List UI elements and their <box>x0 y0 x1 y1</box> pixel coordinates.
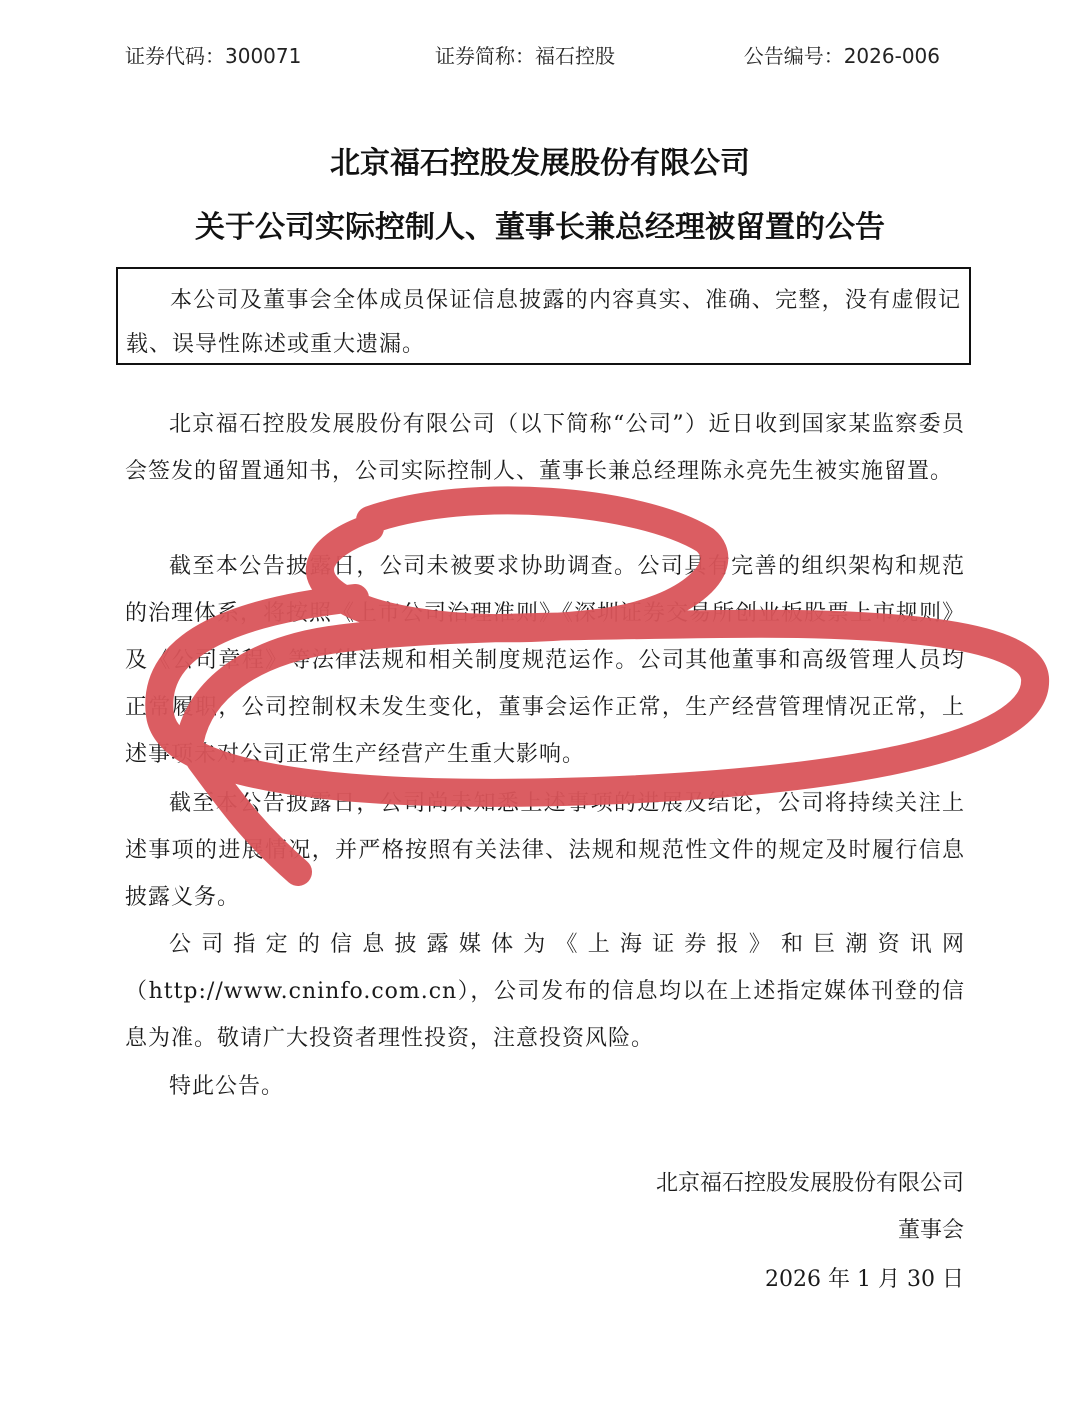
paragraph-closing: 特此公告。 <box>169 1074 285 1099</box>
signature-company: 北京福石控股发展股份有限公司 <box>655 1171 964 1196</box>
disclosure-notice-box <box>116 267 971 365</box>
paragraph-detention-notice: 北京福石控股发展股份有限公司（以下简称“公司”）近日收到国家某监察委员会签发的留置通知书，公司实际控制人、董事长兼总经理陈永亮先生被实施留置。 <box>125 412 965 484</box>
company-title: 北京福石控股发展股份有限公司 <box>330 146 750 181</box>
paragraph-operations-status: 截至本公告披露日，公司未被要求协助调查。公司具有完善的组织架构和规范的治理体系，将按照《上市公司治理准则》《深圳证券交易所创业板股票上市规则》及《公司章程》等法律法规和相关制度规范运作。公司其他董事和高级管理人员均正常履职，公司控制权未发生变化，董事会运作正常，生产经营管理情况正常，上述事项未对公司正常生产经营产生重大影响。 <box>125 554 966 767</box>
document-header <box>125 40 940 72</box>
paragraph-follow-up: 截至本公告披露日，公司尚未知悉上述事项的进展及结论，公司将持续关注上述事项的进展情况，并严格按照有关法律、法规和规范性文件的规定及时履行信息披露义务。 <box>125 791 965 910</box>
signature-date: 2026 年 1 月 30 日 <box>765 1267 964 1292</box>
disclosure-notice-text: 本公司及董事会全体成员保证信息披露的内容真实、准确、完整，没有虚假记载、误导性陈述或重大遗漏。 <box>126 288 961 357</box>
announcement-number: 公告编号：2026-006 <box>743 44 940 68</box>
paragraph-disclosure-media: 公司指定的信息披露媒体为《上海证券报》和巨潮资讯网（http://www.cninfo.com.cn），公司发布的信息均以在上述指定媒体刊登的信息为准。敬请广大投资者理性投资，注意投资风险。 <box>125 932 965 1051</box>
signature-board: 董事会 <box>897 1218 964 1243</box>
stock-name: 证券简称：福石控股 <box>435 44 615 68</box>
stock-code: 证券代码：300071 <box>125 44 302 68</box>
announcement-title: 关于公司实际控制人、董事长兼总经理被留置的公告 <box>195 210 885 245</box>
